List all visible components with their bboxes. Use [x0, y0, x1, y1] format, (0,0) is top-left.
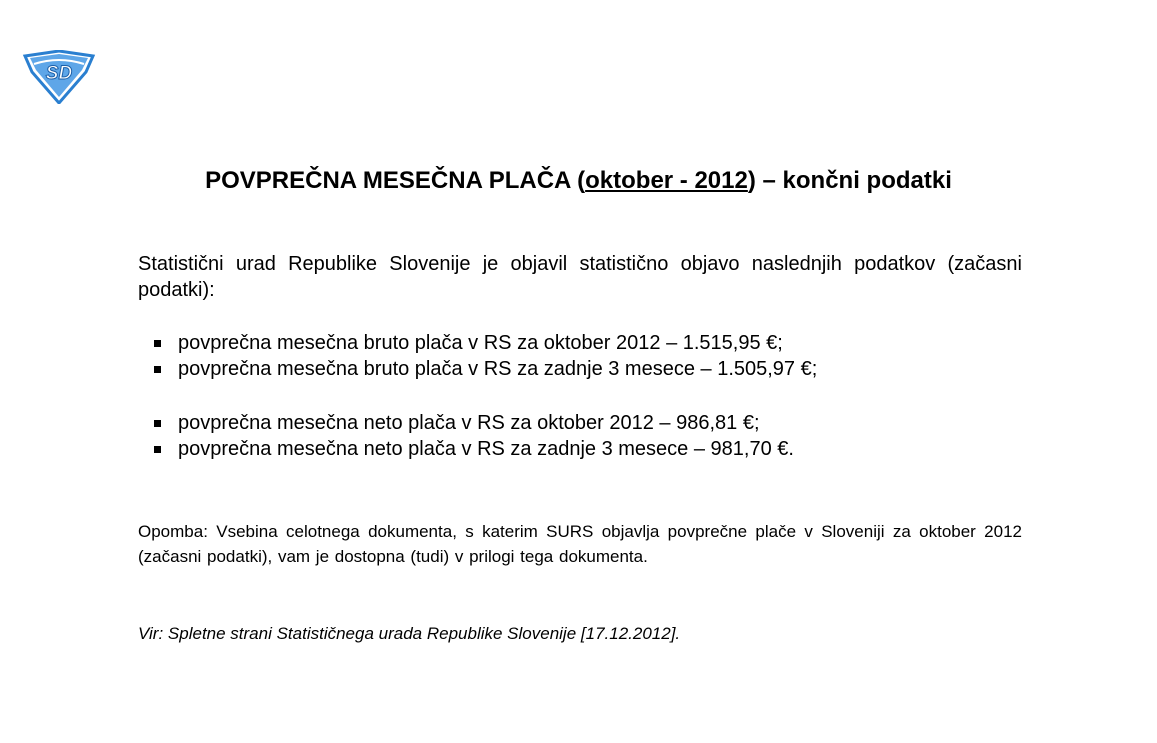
gross-salary-list: [154, 330, 1014, 382]
list-item: [154, 356, 1014, 382]
title-suffix: ) – končni podatki: [747, 167, 952, 194]
list-item-text: povprečna mesečna bruto plača v RS za zadnje 3 mesece – 1.505,97 €;: [178, 358, 818, 380]
list-item: [154, 330, 1014, 356]
square-bullet-icon: [154, 446, 161, 453]
note-paragraph: Opomba: Vsebina celotnega dokumenta, s katerim SURS objavlja povprečne plače v Sloveniji za oktober 2012 (začasni podatki), vam je dostopna (tudi) v prilogi tega dokumenta.: [138, 522, 1022, 566]
square-bullet-icon: [154, 366, 161, 373]
square-bullet-icon: [154, 340, 161, 347]
net-salary-list: [154, 410, 1014, 462]
list-item: [154, 436, 1014, 462]
svg-text:SD: SD: [45, 63, 73, 84]
source-citation: Vir: Spletne strani Statističnega urada Republike Slovenije [17.12.2012].: [138, 624, 681, 643]
list-item-text: povprečna mesečna neto plača v RS za zadnje 3 mesece – 981,70 €.: [178, 438, 794, 460]
list-item-text: povprečna mesečna bruto plača v RS za oktober 2012 – 1.515,95 €;: [178, 332, 783, 354]
list-item: [154, 410, 1014, 436]
document-title: [0, 166, 1157, 196]
square-bullet-icon: [154, 420, 161, 427]
title-prefix: POVPREČNA MESEČNA PLAČA (: [205, 167, 586, 194]
sd-shield-logo-icon: [22, 50, 96, 104]
intro-paragraph: Statistični urad Republike Slovenije je objavil statistično objavo naslednjih podatkov (začasni podatki):: [138, 253, 1022, 301]
title-period: oktober - 2012: [585, 167, 748, 194]
list-item-text: povprečna mesečna neto plača v RS za oktober 2012 – 986,81 €;: [178, 412, 760, 434]
